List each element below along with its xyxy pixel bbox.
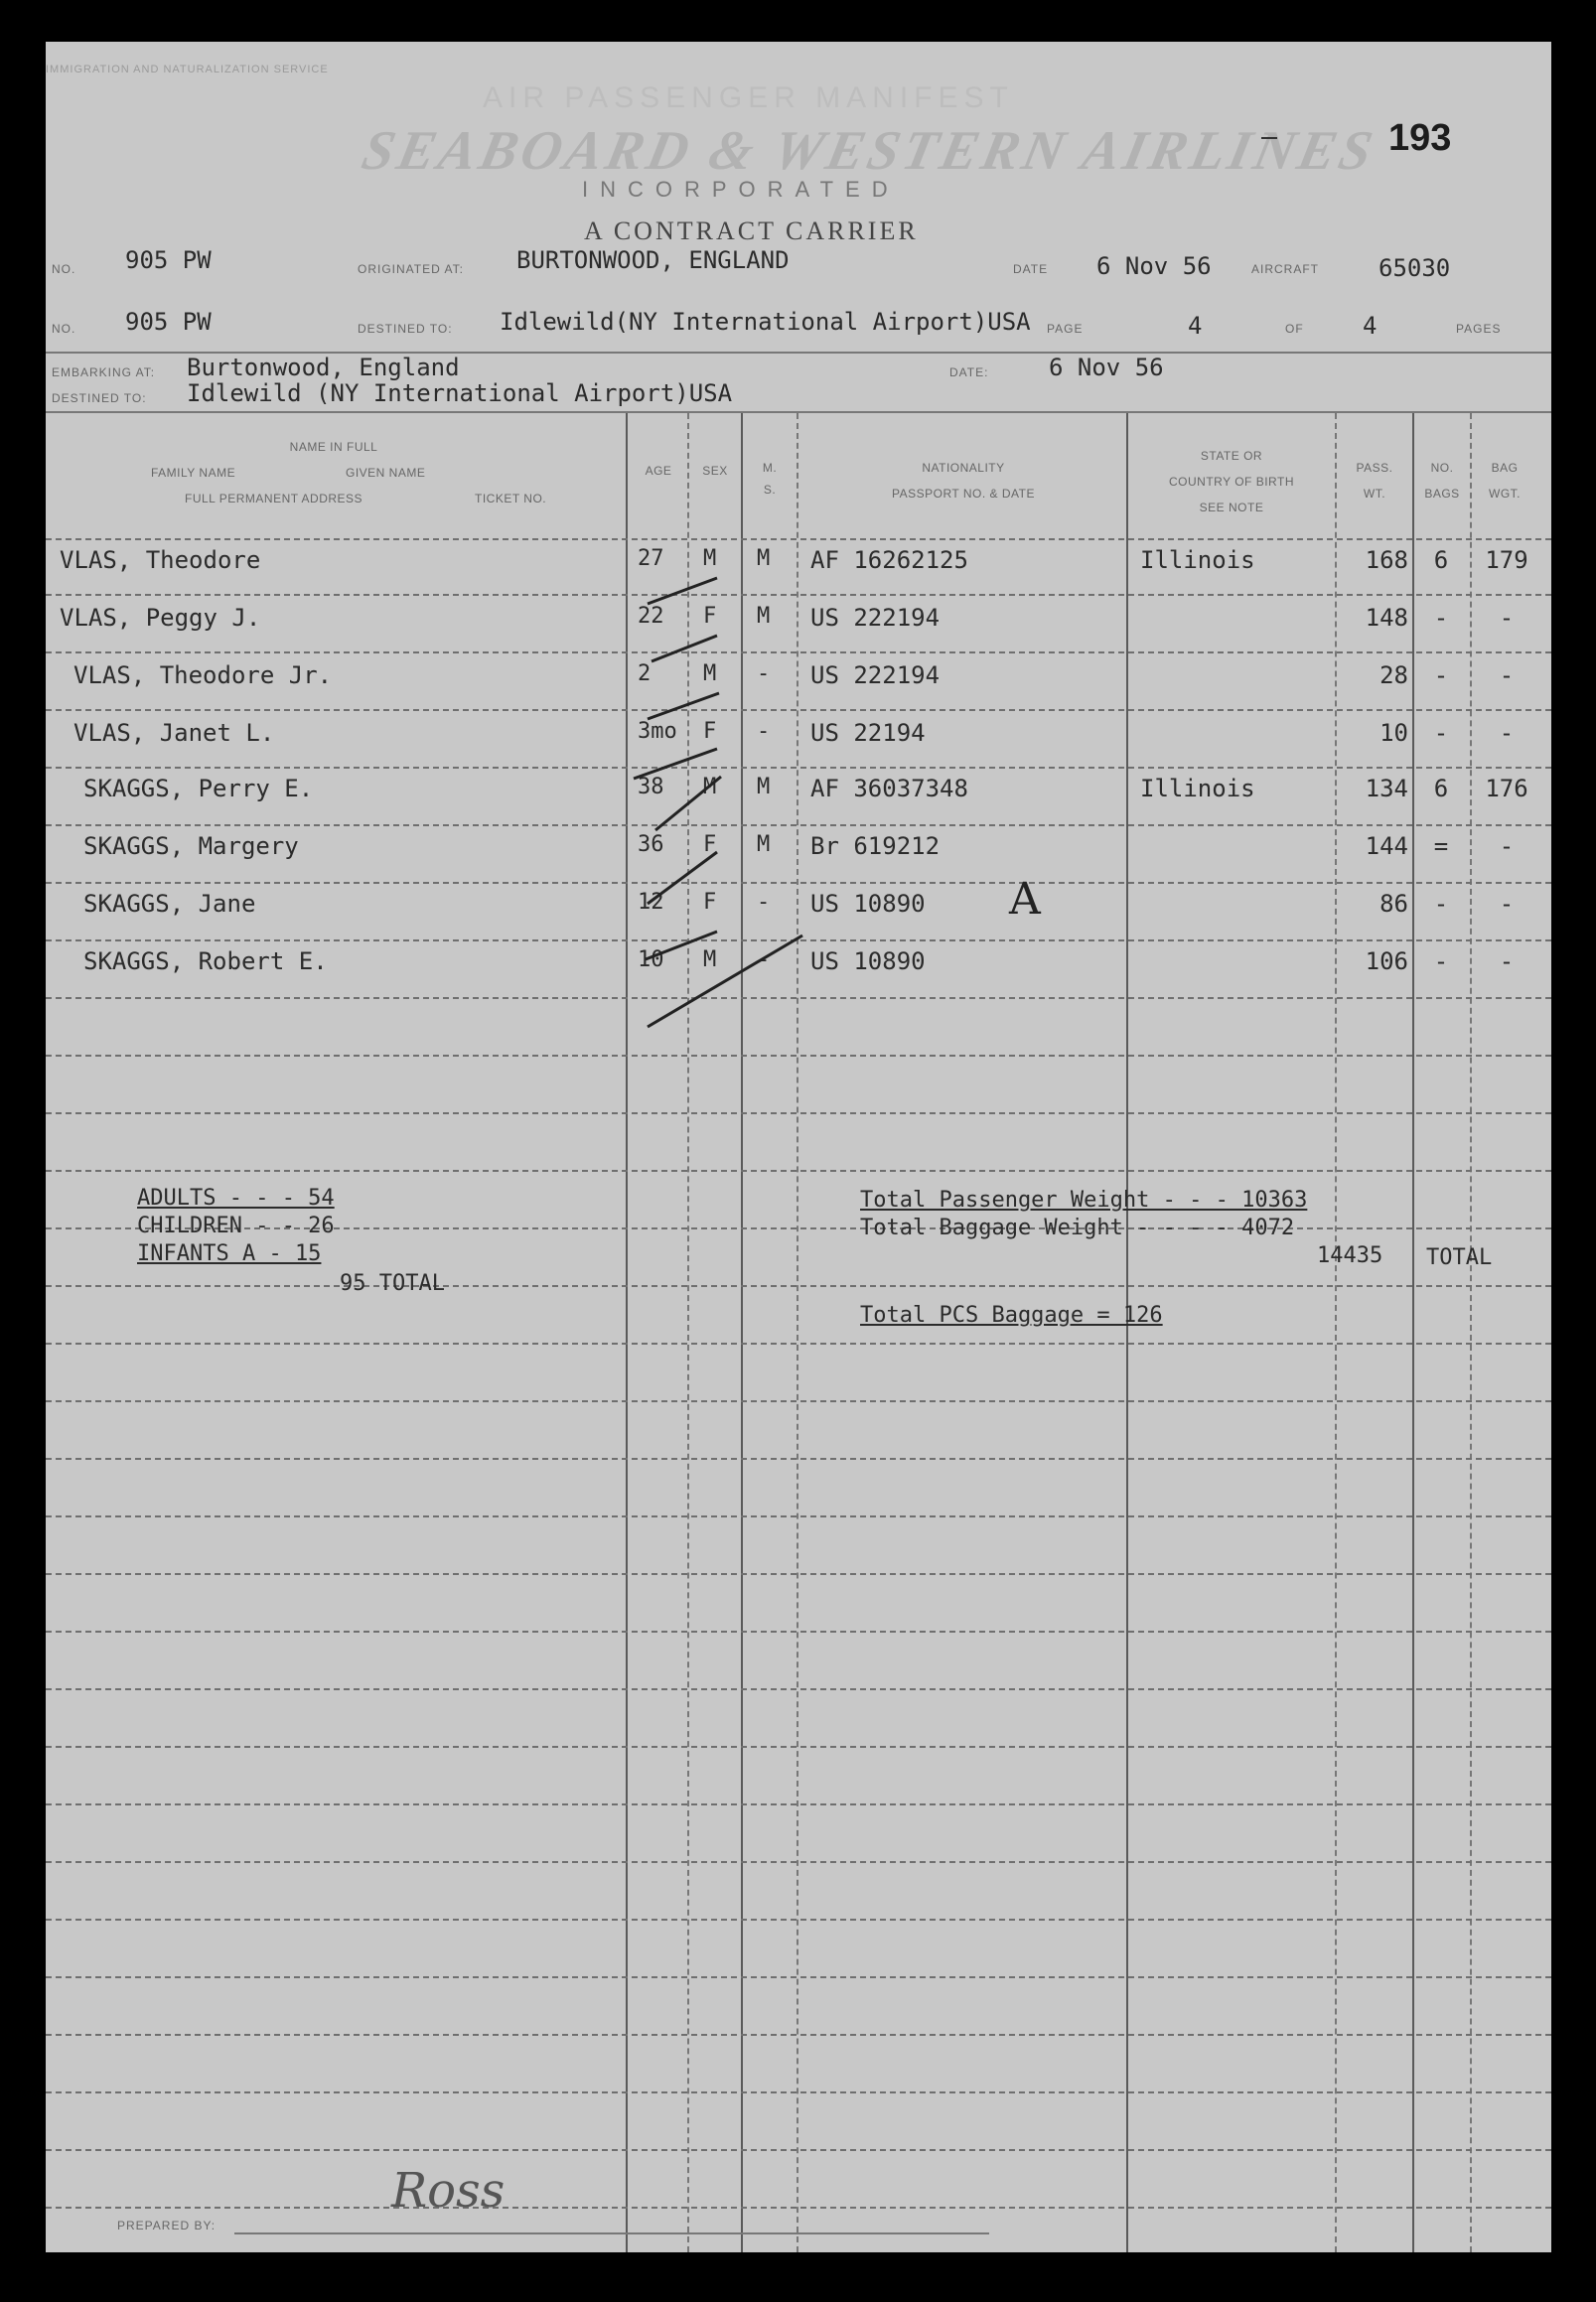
- destined-label: DESTINED TO:: [358, 322, 453, 336]
- cell-sex: M: [703, 546, 717, 571]
- age-strike-marks: [46, 42, 1551, 2252]
- cell-name: SKAGGS, Jane: [83, 890, 256, 918]
- embark-date: 6 Nov 56: [1049, 354, 1164, 381]
- col-address: FULL PERMANENT ADDRESS: [185, 492, 363, 505]
- cell-bagwt: 176: [1485, 775, 1528, 802]
- col-pass-1: PASS.: [1356, 461, 1393, 475]
- flight-no-label: NO.: [52, 262, 76, 276]
- total-pcs-baggage: Total PCS Baggage = 126: [860, 1303, 1163, 1328]
- destined2-to: Idlewild (NY International Airport)USA: [187, 379, 733, 407]
- cell-ms: -: [757, 719, 771, 744]
- page-stamp-number: 193: [1388, 117, 1452, 159]
- agency-line: IMMIGRATION AND NATURALIZATION SERVICE: [46, 64, 329, 75]
- cell-age: 22: [638, 604, 664, 629]
- prepared-by-signature: Ross: [391, 2163, 506, 2219]
- page-label: PAGE: [1047, 322, 1084, 336]
- cell-bags: -: [1433, 604, 1449, 632]
- cell-sex: F: [703, 604, 717, 629]
- pages-label: PAGES: [1456, 322, 1502, 336]
- cell-bags: 6: [1433, 546, 1449, 574]
- cell-bagwt: -: [1499, 947, 1515, 975]
- cell-bags: -: [1433, 661, 1449, 689]
- cell-passport: US 222194: [810, 604, 941, 632]
- of-pages-value: 4: [1363, 312, 1378, 340]
- embarking-at: Burtonwood, England: [187, 354, 460, 381]
- cell-birth: Illinois: [1140, 775, 1255, 802]
- cell-wt: 106: [1365, 947, 1408, 975]
- col-name-line1: NAME IN FULL: [289, 440, 378, 454]
- cell-sex: M: [703, 661, 717, 686]
- originated-at: BURTONWOOD, ENGLAND: [516, 246, 790, 274]
- cell-name: SKAGGS, Perry E.: [83, 775, 314, 802]
- cell-ms: M: [757, 775, 771, 799]
- manifest-page: [46, 42, 1551, 2252]
- cell-ms: M: [757, 546, 771, 571]
- cell-bagwt: -: [1499, 604, 1515, 632]
- col-bagwt-1: BAG: [1491, 461, 1519, 475]
- col-family-name: FAMILY NAME: [151, 466, 236, 480]
- total-baggage-weight: Total Baggage Weight - - - - 4072: [860, 1216, 1295, 1240]
- col-age: AGE: [645, 464, 672, 478]
- cell-passport: US 10890: [810, 947, 926, 975]
- cell-bagwt: -: [1499, 832, 1515, 860]
- cell-ms: -: [757, 661, 771, 686]
- cell-age: 38: [638, 775, 664, 799]
- embarking-label: EMBARKING AT:: [52, 365, 156, 379]
- cell-name: SKAGGS, Margery: [83, 832, 299, 860]
- cell-name: VLAS, Janet L.: [73, 719, 275, 747]
- cell-wt: 134: [1365, 775, 1408, 802]
- cell-name: SKAGGS, Robert E.: [83, 947, 328, 975]
- cell-sex: F: [703, 890, 717, 915]
- page-value: 4: [1188, 312, 1203, 340]
- embark-date-label: DATE:: [949, 365, 989, 379]
- cell-bagwt: -: [1499, 719, 1515, 747]
- col-nat-1: NATIONALITY: [922, 461, 1005, 475]
- cell-name: VLAS, Peggy J.: [60, 604, 261, 632]
- cell-wt: 86: [1379, 890, 1408, 918]
- cell-ms: -: [757, 947, 771, 972]
- grand-total-weight: 14435: [1317, 1243, 1383, 1268]
- col-ms-2: S.: [763, 483, 777, 497]
- cell-sex: M: [703, 947, 717, 972]
- aircraft-label: AIRCRAFT: [1251, 262, 1319, 276]
- flight-no-2: 905 PW: [125, 308, 212, 336]
- col-bagwt-2: WGT.: [1489, 487, 1521, 501]
- cell-bags: 6: [1433, 775, 1449, 802]
- summary-children: CHILDREN - - 26: [137, 1214, 335, 1238]
- cell-wt: 144: [1365, 832, 1408, 860]
- cell-sex: F: [703, 719, 717, 744]
- cell-age: 36: [638, 832, 664, 857]
- cell-bags: -: [1433, 719, 1449, 747]
- prepared-by-line: [234, 2232, 989, 2234]
- col-bags-2: BAGS: [1424, 487, 1460, 501]
- originated-label: ORIGINATED AT:: [358, 262, 464, 276]
- cell-name: VLAS, Theodore Jr.: [73, 661, 333, 689]
- cell-passport: US 10890: [810, 890, 926, 918]
- carrier-type: A CONTRACT CARRIER: [584, 216, 919, 245]
- cell-sex: M: [703, 775, 717, 799]
- cell-age: 3mo: [638, 719, 677, 744]
- cell-age: 27: [638, 546, 664, 571]
- col-bags-1: NO.: [1430, 461, 1454, 475]
- destined2-label: DESTINED TO:: [52, 391, 147, 405]
- cell-wt: 168: [1365, 546, 1408, 574]
- col-state-3: SEE NOTE: [1199, 501, 1264, 514]
- grand-total-label: TOTAL: [1426, 1245, 1493, 1270]
- summary-infants: INFANTS A - 15: [137, 1241, 322, 1266]
- col-ms-1: M.: [762, 461, 778, 475]
- incorporated-text: INCORPORATED: [582, 177, 900, 202]
- summary-total: 95 TOTAL: [340, 1271, 445, 1296]
- cell-bags: -: [1433, 890, 1449, 918]
- cell-passport: AF 36037348: [810, 775, 968, 802]
- col-state-2: COUNTRY OF BIRTH: [1168, 475, 1294, 489]
- cell-bags: -: [1433, 947, 1449, 975]
- cell-ms: -: [757, 890, 771, 915]
- cell-passport: AF 16262125: [810, 546, 968, 574]
- cell-birth: Illinois: [1140, 546, 1255, 574]
- date-label: DATE: [1013, 262, 1049, 276]
- date-value: 6 Nov 56: [1096, 252, 1212, 280]
- cell-age: 10: [638, 947, 664, 972]
- cell-name: VLAS, Theodore: [60, 546, 261, 574]
- of-label: OF: [1285, 322, 1304, 336]
- flight-no: 905 PW: [125, 246, 212, 274]
- summary-adults: ADULTS - - - 54: [137, 1186, 335, 1211]
- destined-to: Idlewild(NY International Airport)USA: [500, 308, 1031, 336]
- cell-bagwt: 179: [1485, 546, 1528, 574]
- cell-age: 2: [638, 661, 652, 686]
- flight-no-label-2: NO.: [52, 322, 76, 336]
- cell-sex: F: [703, 832, 717, 857]
- cell-bags: =: [1433, 832, 1449, 860]
- col-given-name: GIVEN NAME: [346, 466, 426, 480]
- prepared-by-label: PREPARED BY:: [117, 2219, 217, 2232]
- col-ticket: TICKET NO.: [475, 492, 547, 505]
- cell-wt: 10: [1379, 719, 1408, 747]
- col-pass-2: WT.: [1363, 487, 1386, 501]
- cell-bagwt: -: [1499, 661, 1515, 689]
- cell-ms: M: [757, 604, 771, 629]
- aircraft-value: 65030: [1378, 254, 1451, 282]
- col-state-1: STATE OR: [1200, 449, 1263, 463]
- cell-passport: Br 619212: [810, 832, 941, 860]
- total-passenger-weight: Total Passenger Weight - - - 10363: [860, 1188, 1308, 1213]
- col-nat-2: PASSPORT NO. & DATE: [892, 487, 1035, 501]
- cell-age: 12: [638, 890, 664, 915]
- annotation-mark: A: [1009, 874, 1041, 925]
- col-sex: SEX: [702, 464, 728, 478]
- airline-logo: SEABOARD & WESTERN AIRLINES: [357, 120, 1381, 182]
- cell-ms: M: [757, 832, 771, 857]
- cell-wt: 28: [1379, 661, 1408, 689]
- cell-bagwt: -: [1499, 890, 1515, 918]
- cell-passport: US 222194: [810, 661, 941, 689]
- cell-passport: US 22194: [810, 719, 926, 747]
- cell-wt: 148: [1365, 604, 1408, 632]
- form-title: AIR PASSENGER MANIFEST: [483, 81, 1014, 114]
